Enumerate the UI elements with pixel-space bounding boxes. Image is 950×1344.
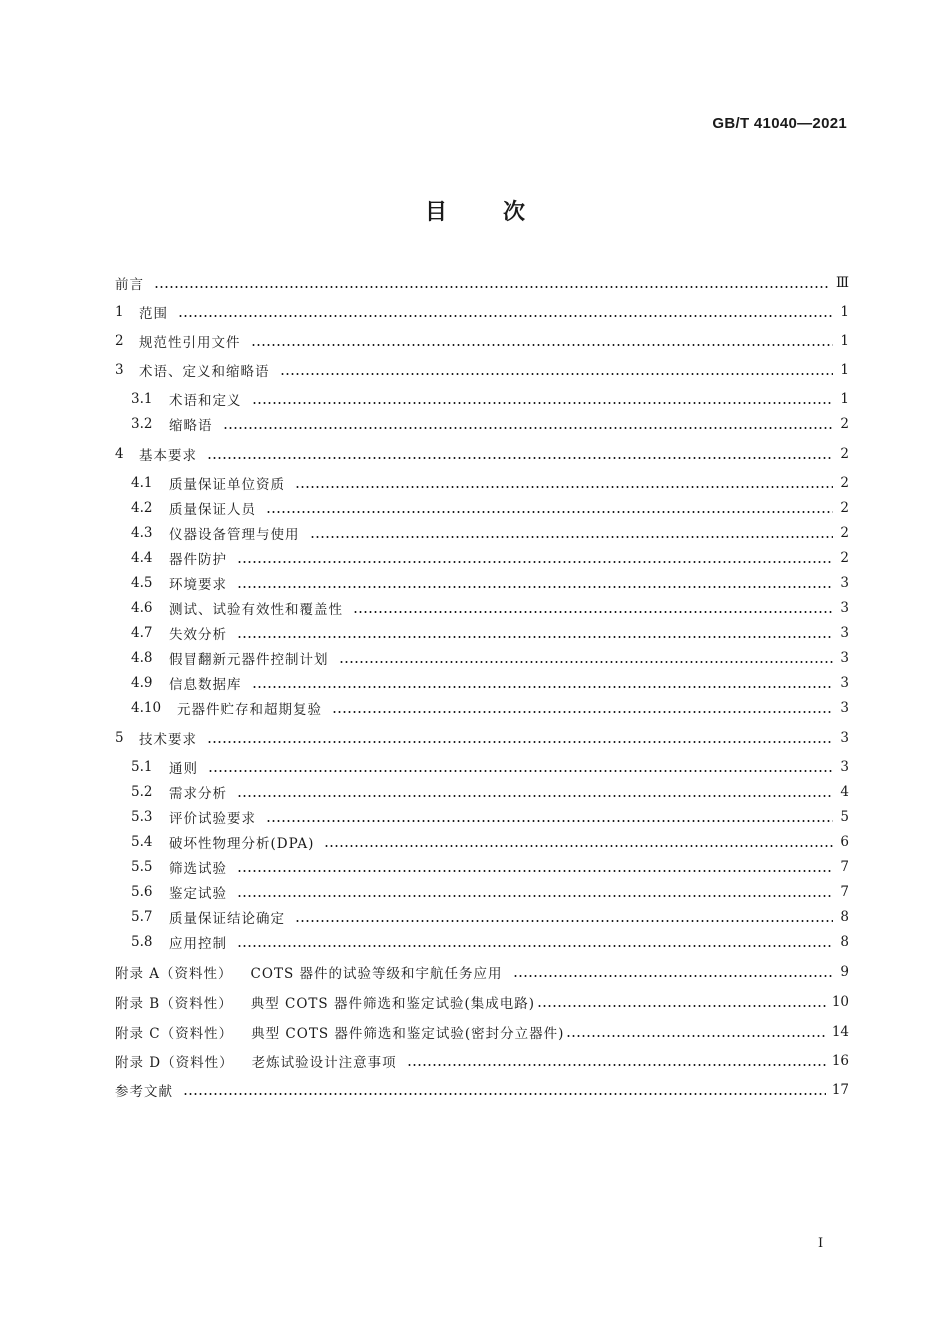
toc-subentry[interactable] [115, 930, 849, 954]
toc-entry-label: 缩略语 [169, 418, 213, 434]
dot-leader [407, 1064, 826, 1066]
toc-entry-page: 5 [840, 809, 849, 825]
dot-leader [237, 870, 833, 872]
dot-leader [183, 1093, 826, 1095]
toc-entry-page: 1 [840, 333, 849, 349]
dot-leader [266, 511, 833, 513]
toc-entry-label: 基本要求 [139, 448, 197, 464]
toc-subentry[interactable] [115, 805, 849, 829]
toc-entry-label: 参考文献 [115, 1084, 173, 1100]
toc-entry-label: 测试、试验有效性和覆盖性 [169, 602, 343, 618]
toc-entry-label: 元器件贮存和超期复验 [177, 702, 322, 718]
toc-entry-page: 1 [840, 304, 849, 320]
toc-subentry[interactable] [115, 471, 849, 495]
toc-entry[interactable] [115, 329, 849, 353]
toc-entry-page: 2 [840, 416, 849, 432]
toc-subentry[interactable] [115, 755, 849, 779]
toc-entry-label: 规范性引用文件 [139, 335, 241, 351]
toc-entry-number: 4.10 [131, 700, 162, 716]
toc-annex-c[interactable] [115, 1020, 849, 1044]
toc-entry-number: 1 [115, 304, 124, 320]
dot-leader [324, 845, 833, 847]
dot-leader [295, 920, 833, 922]
toc-entry-number: 5 [115, 730, 124, 746]
dot-leader [154, 286, 830, 288]
toc-entry-number: 4.8 [131, 650, 153, 666]
dot-leader [252, 402, 834, 404]
toc-entry-number: 4.3 [131, 525, 153, 541]
dot-leader [332, 711, 833, 713]
toc-entry-bibliography[interactable] [115, 1078, 849, 1102]
dot-leader [295, 486, 833, 488]
dot-leader [566, 1035, 825, 1037]
toc-entry[interactable] [115, 358, 849, 382]
toc-entry-page: 16 [831, 1053, 849, 1069]
toc-entry-number: 5.2 [131, 784, 153, 800]
toc-entry-page: 2 [840, 500, 849, 516]
dot-leader [339, 661, 834, 663]
page-title [0, 195, 950, 226]
toc-entry-label: 典型 COTS 器件筛选和鉴定试验(密封分立器件) [251, 1026, 565, 1042]
toc-subentry[interactable] [115, 696, 849, 720]
title-char-2: 次 [503, 200, 526, 225]
toc-entry-label: 应用控制 [169, 936, 227, 952]
title-char-1: 目 [424, 200, 447, 225]
page-number: I [818, 1236, 824, 1251]
toc-entry-number: 4.2 [131, 500, 153, 516]
toc-entry-page: 8 [840, 909, 849, 925]
toc-entry-number: 2 [115, 333, 124, 349]
annex-prefix: 附录 D（资料性） [115, 1055, 234, 1071]
toc-entry-label: 老炼试验设计注意事项 [251, 1055, 397, 1071]
dot-leader [280, 373, 834, 375]
toc-subentry[interactable] [115, 830, 849, 854]
toc-entry-foreword[interactable] [115, 271, 849, 295]
toc-entry-label: 环境要求 [169, 577, 227, 593]
toc-subentry[interactable] [115, 596, 849, 620]
toc-entry-page: 2 [840, 475, 849, 491]
toc-entry-page: 9 [840, 964, 849, 980]
toc-entry-page: 3 [840, 650, 849, 666]
toc-entry-label: 假冒翻新元器件控制计划 [169, 652, 329, 668]
toc-entry[interactable] [115, 300, 849, 324]
toc-subentry[interactable] [115, 880, 849, 904]
toc-entry-label: 器件防护 [169, 552, 227, 568]
toc-entry-label: 前言 [115, 277, 144, 293]
toc-entry-page: 2 [840, 525, 849, 541]
toc-entry-number: 4.9 [131, 675, 153, 691]
dot-leader [237, 895, 833, 897]
toc-entry-number: 4.4 [131, 550, 153, 566]
toc-entry-number: 4.7 [131, 625, 153, 641]
toc-entry-page: 3 [840, 625, 849, 641]
toc-entry-page: 3 [840, 575, 849, 591]
toc-entry-page: 2 [840, 550, 849, 566]
toc-entry-number: 5.6 [131, 884, 153, 900]
toc-subentry[interactable] [115, 780, 849, 804]
toc-entry-number: 3 [115, 362, 124, 378]
toc-entry-label: 质量保证人员 [169, 502, 256, 518]
toc-entry-number: 4.6 [131, 600, 153, 616]
toc-entry-number: 3.1 [131, 391, 153, 407]
toc-entry-page: 3 [840, 759, 849, 775]
toc-entry-label: 典型 COTS 器件筛选和鉴定试验(集成电路) [250, 996, 535, 1012]
toc-entry-label: 质量保证单位资质 [169, 477, 285, 493]
toc-entry-page: 1 [840, 391, 849, 407]
toc-annex-b[interactable] [115, 990, 849, 1014]
dot-leader [252, 686, 834, 688]
dot-leader [207, 457, 833, 459]
annex-prefix: 附录 A（资料性） [115, 966, 233, 982]
toc-entry-label: COTS 器件的试验等级和宇航任务应用 [250, 966, 503, 982]
dot-leader [237, 561, 833, 563]
toc-entry-number: 4 [115, 446, 124, 462]
toc-entry-number: 5.1 [131, 759, 153, 775]
toc-entry-page: 1 [840, 362, 849, 378]
toc-subentry[interactable] [115, 496, 849, 520]
dot-leader [208, 770, 833, 772]
toc-entry-label: 通则 [169, 761, 198, 777]
dot-leader [223, 427, 834, 429]
toc-annex-d[interactable] [115, 1049, 849, 1073]
toc-entry-label: 技术要求 [139, 732, 197, 748]
dot-leader [207, 741, 833, 743]
dot-leader [266, 820, 833, 822]
toc-entry-label: 信息数据库 [169, 677, 242, 693]
toc-entry-label: 筛选试验 [169, 861, 227, 877]
toc-subentry[interactable] [115, 905, 849, 929]
toc-entry-label: 破坏性物理分析(DPA) [169, 836, 315, 852]
toc-entry-number: 5.3 [131, 809, 153, 825]
dot-leader [237, 945, 833, 947]
toc-entry-label: 术语和定义 [169, 393, 242, 409]
toc-entry-label: 鉴定试验 [169, 886, 227, 902]
toc-entry-page: 14 [831, 1024, 849, 1040]
dot-leader [237, 795, 833, 797]
toc-entry-page: 10 [831, 994, 849, 1010]
toc-entry-page: 3 [840, 730, 849, 746]
toc-subentry[interactable] [115, 671, 849, 695]
toc-entry-label: 范围 [139, 306, 168, 322]
toc-entry-number: 4.1 [131, 475, 153, 491]
toc-subentry[interactable] [115, 621, 849, 645]
annex-prefix: 附录 C（资料性） [115, 1026, 234, 1042]
annex-prefix: 附录 B（资料性） [115, 996, 233, 1012]
toc-entry-page: 3 [840, 700, 849, 716]
standard-code: GB/T 41040—2021 [712, 115, 847, 132]
toc-entry-number: 5.7 [131, 909, 153, 925]
dot-leader [178, 315, 833, 317]
toc-subentry[interactable] [115, 571, 849, 595]
toc-subentry[interactable] [115, 546, 849, 570]
dot-leader [251, 344, 834, 346]
toc-entry-number: 4.5 [131, 575, 153, 591]
toc-subentry[interactable] [115, 387, 849, 411]
toc-entry-page: 2 [840, 446, 849, 462]
toc-subentry[interactable] [115, 855, 849, 879]
toc-entry-page: 17 [831, 1082, 849, 1098]
toc-entry[interactable] [115, 442, 849, 466]
toc-entry-number: 5.5 [131, 859, 153, 875]
toc-entry-page: 7 [840, 859, 849, 875]
dot-leader [353, 611, 833, 613]
toc-subentry[interactable] [115, 521, 849, 545]
toc-entry-label: 质量保证结论确定 [169, 911, 285, 927]
toc-entry-label: 术语、定义和缩略语 [139, 364, 270, 380]
toc-subentry[interactable] [115, 646, 849, 670]
toc-entry-number: 3.2 [131, 416, 153, 432]
dot-leader [237, 586, 833, 588]
toc-entry[interactable] [115, 726, 849, 750]
dot-leader [513, 975, 834, 977]
toc-entry-label: 失效分析 [169, 627, 227, 643]
toc-entry-label: 仪器设备管理与使用 [169, 527, 300, 543]
toc-entry-number: 5.4 [131, 834, 153, 850]
toc-entry-label: 需求分析 [169, 786, 227, 802]
toc-entry-number: 5.8 [131, 934, 153, 950]
toc-entry-page: 3 [840, 600, 849, 616]
dot-leader [537, 1005, 826, 1007]
dot-leader [237, 636, 833, 638]
toc-entry-page: 6 [840, 834, 849, 850]
toc-entry-page: 8 [840, 934, 849, 950]
dot-leader [310, 536, 834, 538]
toc-entry-label: 评价试验要求 [169, 811, 256, 827]
toc-entry-page: 4 [840, 784, 849, 800]
toc-entry-page: 7 [840, 884, 849, 900]
toc-subentry[interactable] [115, 412, 849, 436]
toc-entry-page: 3 [840, 675, 849, 691]
toc-entry-page: Ⅲ [835, 275, 849, 291]
toc-annex-a[interactable] [115, 960, 849, 984]
